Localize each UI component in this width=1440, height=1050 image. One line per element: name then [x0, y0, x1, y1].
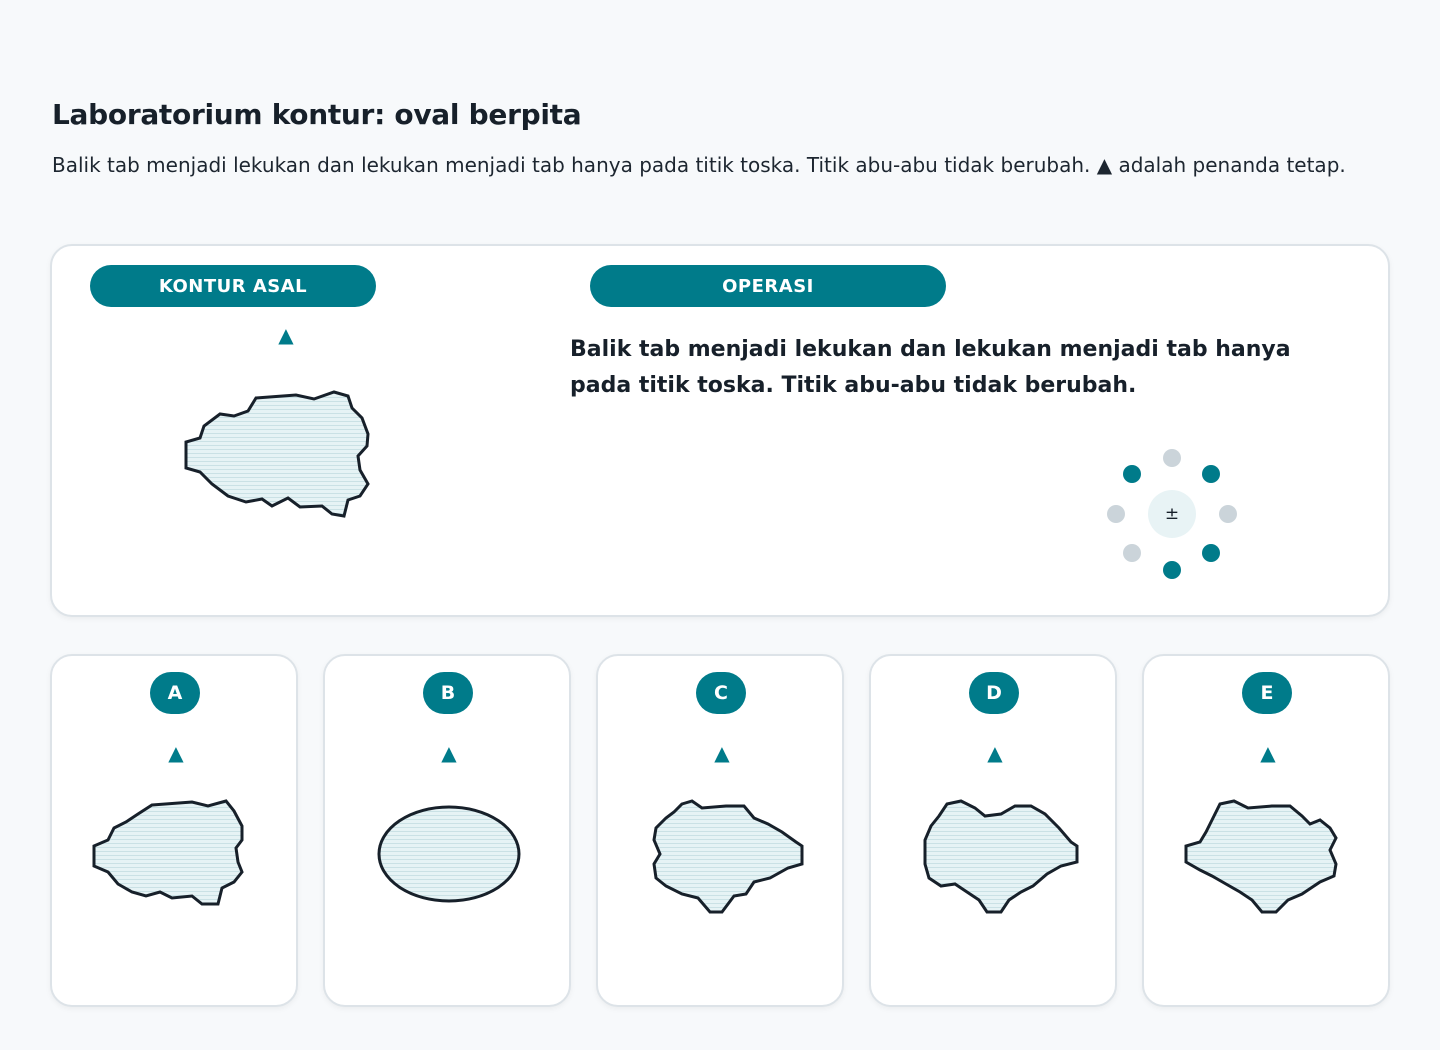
option-card-c[interactable]	[596, 654, 844, 1007]
option-card-a[interactable]	[50, 654, 298, 1007]
source-contour-shape	[186, 392, 368, 516]
source-contour-label: KONTUR ASAL	[90, 265, 376, 307]
fixed-marker-icon: ▲	[441, 741, 457, 765]
dial-dot-bottom	[1163, 561, 1181, 579]
option-label: B	[423, 672, 473, 714]
fixed-marker-icon: ▲	[987, 741, 1003, 765]
option-card-b[interactable]	[323, 654, 571, 1007]
option-shape	[379, 807, 519, 901]
dial-dot-top-right	[1202, 465, 1220, 483]
source-contour-figure	[52, 246, 572, 616]
dial-dot-right	[1219, 505, 1237, 523]
option-figure	[325, 656, 573, 1009]
option-card-d[interactable]	[869, 654, 1117, 1007]
fixed-marker-icon: ▲	[1260, 741, 1276, 765]
option-label: D	[969, 672, 1019, 714]
option-shape	[1186, 801, 1336, 912]
page-instructions: Balik tab menjadi lekukan dan lekukan menjadi tab hanya pada titik toska. Titik abu-abu tidak berubah. ▲ adalah penanda tetap.	[52, 153, 1346, 177]
option-figure	[52, 656, 300, 1009]
fixed-marker-icon: ▲	[278, 323, 294, 347]
operation-label: OPERASI	[590, 265, 946, 307]
problem-panel	[50, 244, 1390, 617]
fixed-marker-icon: ▲	[714, 741, 730, 765]
flip-symbol: ±	[1148, 490, 1196, 538]
page-title: Laboratorium kontur: oval berpita	[52, 98, 582, 131]
option-label: E	[1242, 672, 1292, 714]
option-figure	[1144, 656, 1392, 1009]
option-shape	[925, 801, 1077, 912]
option-shape	[94, 801, 242, 904]
option-label: C	[696, 672, 746, 714]
dial-dot-left	[1107, 505, 1125, 523]
operation-dial	[1100, 442, 1244, 586]
dial-dot-bottom-left	[1123, 544, 1141, 562]
dial-dot-top	[1163, 449, 1181, 467]
dial-dot-top-left	[1123, 465, 1141, 483]
option-figure	[871, 656, 1119, 1009]
option-figure	[598, 656, 846, 1009]
dial-dot-bottom-right	[1202, 544, 1220, 562]
option-shape	[654, 801, 802, 912]
operation-text: Balik tab menjadi lekukan dan lekukan menjadi tab hanya pada titik toska. Titik abu-abu tidak berubah.	[570, 337, 1291, 398]
option-card-e[interactable]	[1142, 654, 1390, 1007]
option-label: A	[150, 672, 200, 714]
fixed-marker-icon: ▲	[168, 741, 184, 765]
